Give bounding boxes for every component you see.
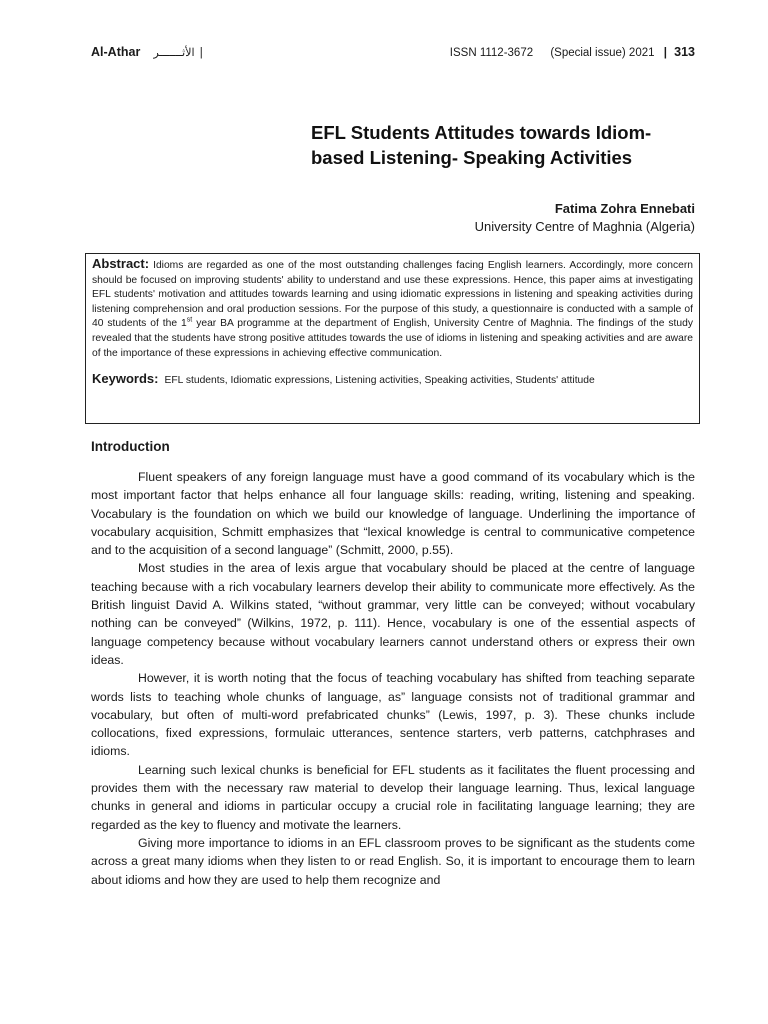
page-number-divider: | xyxy=(663,47,667,59)
paper-title xyxy=(311,120,671,170)
keywords-list: EFL students, Idiomatic expressions, Listening activities, Speaking activities, Students' attitude xyxy=(164,375,595,387)
author-affiliation: University Centre of Maghnia (Algeria) xyxy=(474,219,695,234)
paragraph: However, it is worth noting that the focus of teaching vocabulary has shifted from teaching separate words lists to teaching whole chunks of language, as” language consists not of traditional grammar and vocabulary, but often of multi-word prefabricated chunks” (Lewis, 1997, p. 3). These chunks include collocations, fixed expressions, formulaic utterances, sentence starters, verb patterns, catchphrases and idioms. xyxy=(91,671,695,759)
keywords-line xyxy=(92,372,693,388)
journal-name xyxy=(91,44,203,61)
abstract-box xyxy=(85,253,700,424)
keywords-label: Keywords: xyxy=(92,371,159,387)
issue-info xyxy=(450,44,695,61)
paragraph: Most studies in the area of lexis argue that vocabulary should be placed at the centre of language teaching because with a rich vocabulary learners develop their ability to communicate more effectively. As the British linguist David A. Wilkins stated, “without grammar, very little can be conveyed; without vocabulary nothing can be conveyed” (Wilkins, 1972, p. 111). Hence, vocabulary is one of the essential aspects of language competency because without vocabulary learners cannot understand others or express their own ideas. xyxy=(91,561,695,667)
paragraph: Fluent speakers of any foreign language must have a good command of its vocabulary which is the most important factor that helps enhance all four language skills: reading, writing, listening and speaking. Vocabulary is the foundation on which we build our knowledge of language. Underlining the importance of vocabulary acquisition, Schmitt emphasizes that “lexical knowledge is central to communicative competence and to the acquisition of a second language” (Schmitt, 2000, p.55). xyxy=(91,470,695,558)
author-name: Fatima Zohra Ennebati xyxy=(554,201,695,216)
ordinal-suffix: st xyxy=(186,316,193,324)
paragraph: Learning such lexical chunks is beneficial for EFL students as it facilitates the fluent processing and provides them with the necessary raw material to develop their language learning. Thus, lexical language chunks in general and idioms in particular occupy a crucial role in facilitating language learning; they are regarded as the key to fluency and motivate the learners. xyxy=(91,762,695,832)
title-line-1: EFL Students Attitudes towards Idiom- xyxy=(311,122,652,143)
issue-label: (Special issue) 2021 xyxy=(550,47,655,59)
abstract-paragraph xyxy=(92,257,693,361)
introduction-body xyxy=(91,468,695,889)
abstract-label: Abstract: xyxy=(92,256,150,271)
abstract-text-part-2: year BA programme at the department of English, University Centre of Maghnia. The findings of the study revealed that the students have strong positive attitudes towards the use of idioms in listening and speaking activities and are aware of the importance of these expressions in achieving effective communication. xyxy=(92,318,694,359)
header-separator: | xyxy=(199,47,203,59)
journal-title-arabic: الأثـــــــر xyxy=(153,47,195,59)
issn: ISSN 1112-3672 xyxy=(449,47,534,59)
running-header xyxy=(91,44,695,60)
introduction-heading: Introduction xyxy=(91,439,170,454)
journal-title: Al-Athar xyxy=(91,45,141,59)
title-line-2: based Listening- Speaking Activities xyxy=(311,147,633,168)
page-number: 313 xyxy=(674,45,695,59)
abstract-text-part-1: Idioms are regarded as one of the most outstanding challenges facing English learners. Accordingly, more concern should be focused on improving students' ability to understand and use these expressions. Hence, this paper aims at investigating EFL students' motivation and attitudes towards learning and using idiomatic expressions in listening and speaking activities during listening comprehension and oral production sessions. For the purpose of this study, a questionnaire is conducted with a sample of 40 students of the 1 xyxy=(92,260,693,330)
paragraph: Giving more importance to idioms in an EFL classroom proves to be significant as the students come across a great many idioms when they listen to or read English. So, it is important to encourage them to learn about idioms and how they are used to help them recognize and xyxy=(91,835,695,887)
